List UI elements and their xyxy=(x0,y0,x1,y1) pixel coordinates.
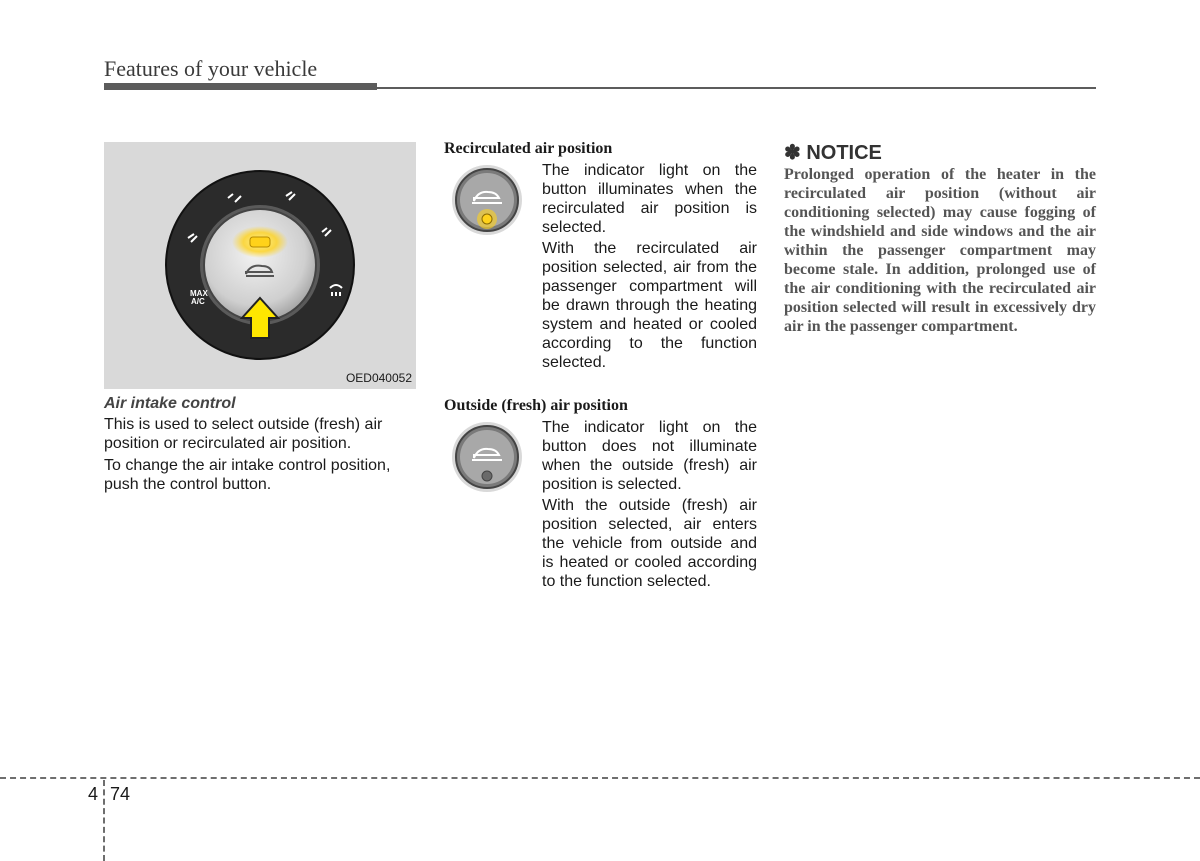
recirculated-heading: Recirculated air position xyxy=(444,140,613,157)
intro-paragraph: This is used to select outside (fresh) air position or recirculated air position. xyxy=(104,416,383,452)
footer-divider xyxy=(103,780,105,861)
max-ac-label-line1: MAX xyxy=(190,289,208,298)
header-rule xyxy=(104,83,377,90)
recirculated-p2: With the recirculated air position selected, air from the passenger compartment will be drawn through the heating system and heated or cooled according to the function selected. xyxy=(542,240,757,371)
page-number: 74 xyxy=(110,784,131,804)
indicator-light-off xyxy=(482,471,492,481)
figure-code: OED040052 xyxy=(345,371,412,385)
notice-heading: ✽ NOTICE xyxy=(784,142,882,164)
header-rule-thin xyxy=(377,87,1096,89)
indicator-light xyxy=(482,214,492,224)
outside-p2: With the outside (fresh) air position selected, air enters the vehicle from outside and is heated or cooled according to the function selected. xyxy=(542,497,757,590)
air-intake-control-figure xyxy=(104,142,416,389)
recirculated-button-icon xyxy=(450,163,524,237)
recirculated-p1: The indicator light on the button illuminates when the recirculated air position is selected. xyxy=(542,162,757,236)
footer-rule xyxy=(0,777,1200,779)
instruction-paragraph: To change the air intake control position, push the control button. xyxy=(104,457,391,493)
climate-dial-illustration xyxy=(104,142,416,389)
page-header-title: Features of your vehicle xyxy=(104,56,318,81)
chapter-number: 4 xyxy=(88,784,99,804)
outside-p1: The indicator light on the button does not illuminate when the outside (fresh) air position is selected. xyxy=(542,419,757,493)
notice-body: Prolonged operation of the heater in the recirculated air position (without air conditioning selected) may cause fogging of the windshield and side windows and the air within the passenger compartment may become stale. In addition, prolonged use of the air conditioning with the recirculated air position selected will result in excessively dry air in the passenger compartment. xyxy=(784,166,1096,335)
outside-air-button-icon xyxy=(450,420,524,494)
indicator-light xyxy=(250,237,270,247)
max-ac-label-line2: A/C xyxy=(191,297,205,306)
outside-heading: Outside (fresh) air position xyxy=(444,397,628,414)
figure-caption: Air intake control xyxy=(104,395,236,412)
